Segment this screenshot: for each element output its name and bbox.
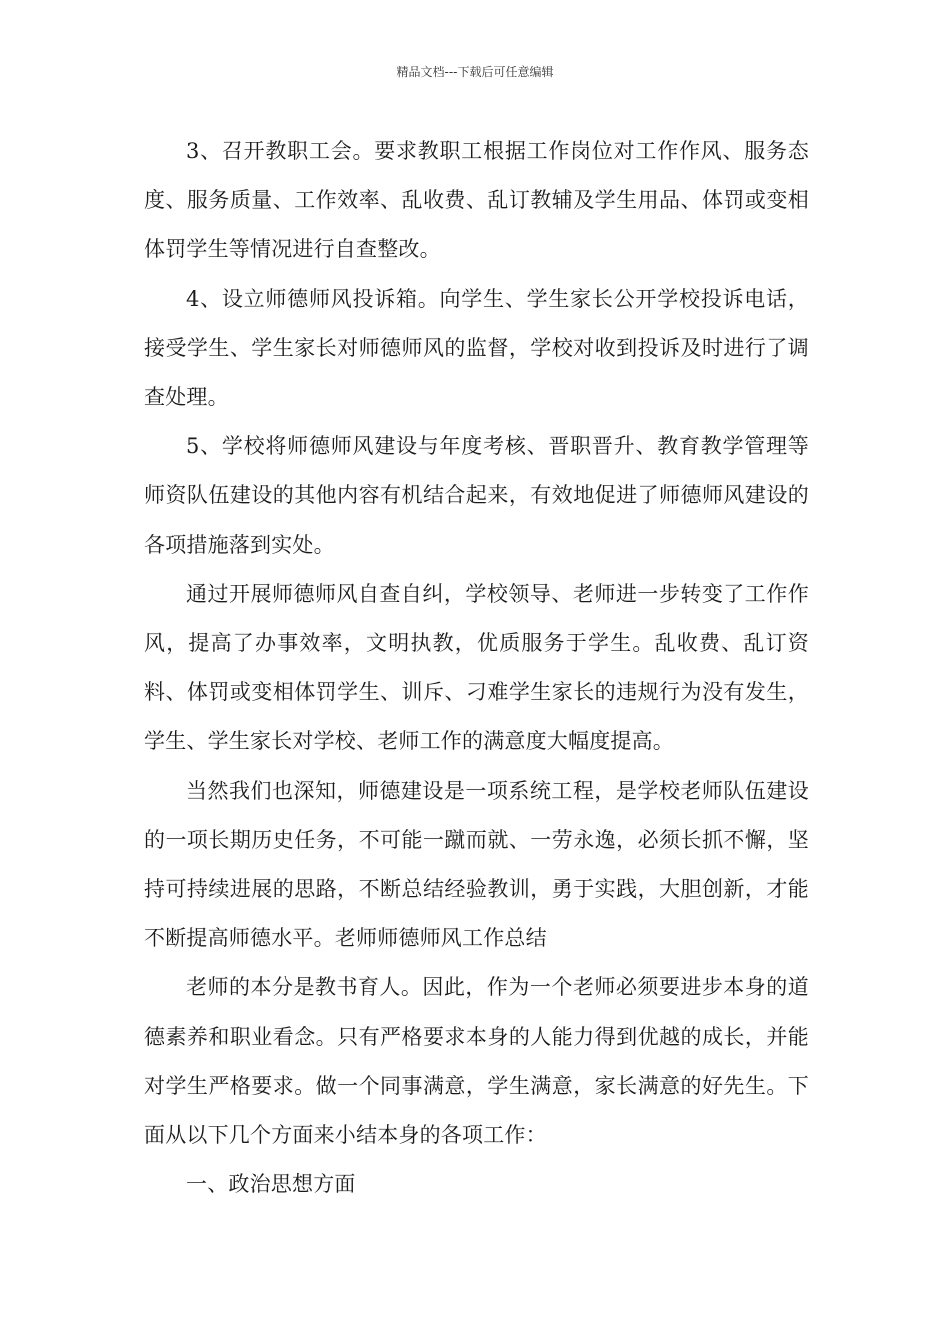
paragraph-teacher-duty: 老师的本分是教书育人。因此，作为一个老师必须要进步本身的道德素养和职业看念。只有严格要求本身的人能力得到优越的成长，并能对学生严格要求。做一个同事满意，学生满意，家长满意的好先生。下面从以下几个方面来小结本身的各项工作：: [144, 975, 809, 1148]
paragraph-self-inspection-results: 通过开展师德师风自查自纠，学校领导、老师进一步转变了工作作风，提高了办事效率，文明执教，优质服务于学生。乱收费、乱订资料、体罚或变相体罚学生、训斥、刁难学生家长的违规行为没有发生，学生、学生家长对学校、老师工作的满意度大幅度提高。: [144, 581, 809, 754]
paragraph-conclusion: 当然我们也深知，师德建设是一项系统工程，是学校老师队伍建设的一项长期历史任务，不可能一蹴而就、一劳永逸，必须长抓不懈，坚持可持续进展的思路，不断总结经验教训，勇于实践，大胆创新，才能不断提高师德水平。老师师德师风工作总结: [144, 778, 809, 951]
section-heading-political-thought: 一、政治思想方面: [186, 1172, 356, 1197]
paragraph-item-4: 4、设立师德师风投诉箱。向学生、学生家长公开学校投诉电话，接受学生、学生家长对师德师风的监督，学校对收到投诉及时进行了调查处理。: [144, 286, 809, 410]
paragraph-item-5: 5、学校将师德师风建设与年度考核、晋职晋升、教育教学管理等师资队伍建设的其他内容有机结合起来，有效地促进了师德师风建设的各项措施落到实处。: [144, 434, 809, 557]
page-header: 精品文档---下载后可任意编辑: [396, 65, 554, 79]
document-body: [144, 127, 809, 1209]
paragraph-item-3: 3、召开教职工会。要求教职工根据工作岗位对工作作风、服务态度、服务质量、工作效率、乱收费、乱订教辅及学生用品、体罚或变相体罚学生等情况进行自查整改。: [144, 139, 809, 262]
